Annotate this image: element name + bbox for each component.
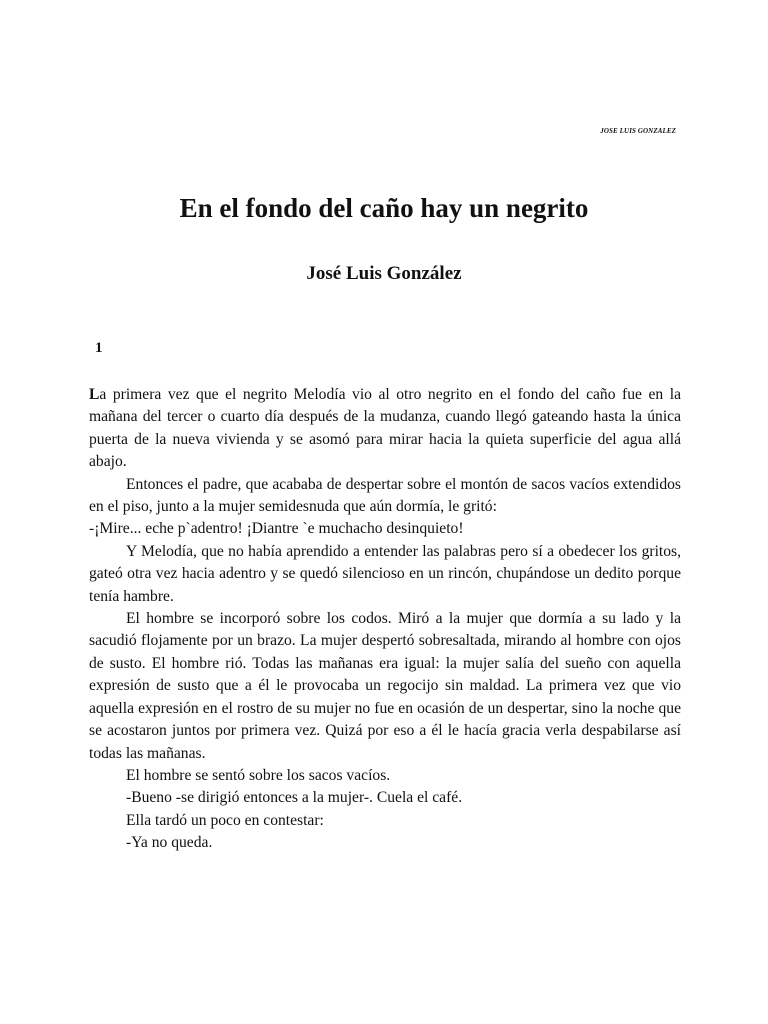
paragraph-8: Ella tardó un poco en contestar: [126, 811, 324, 829]
running-header: JOSE LUIS GONZALEZ [600, 127, 676, 135]
story-body [89, 384, 681, 855]
paragraph-5: El hombre se incorporó sobre los codos. Miró a la mujer que dormía a su lado y la sacudió flojamente por un brazo. La mujer despertó sobresaltada, mirando al hombre con ojos de susto. El hombre rió. Todas las mañanas era igual: la mujer salía del sueño con aquella expresión de susto que a él le provocaba un regocijo sin maldad. La primera vez que vio aquella expresión en el rostro de su mujer no fue en ocasión de un despertar, sino la noche que se acostaron juntos por primera vez. Quizá por eso a él le hacía gracia verla despabilarse así todas las mañanas. [89, 610, 681, 762]
paragraph-7-dialogue: -Bueno -se dirigió entonces a la mujer-. Cuela el café. [126, 789, 463, 807]
paragraph-4: Y Melodía, que no había aprendido a entender las palabras pero sí a obedecer los gritos, gateó otra vez hacia adentro y se quedó silencioso en un rincón, chupándose un dedito porque tenía hambre. [89, 542, 681, 605]
section-number: 1 [95, 340, 103, 356]
author-name: José Luis González [306, 263, 462, 284]
paragraph-1 [89, 384, 681, 474]
paragraph-6: El hombre se sentó sobre los sacos vacíos. [126, 766, 391, 784]
paragraph-9-dialogue: -Ya no queda. [126, 834, 213, 852]
paragraph-3-dialogue: -¡Mire... eche p`adentro! ¡Diantre `e muchacho desinquieto! [89, 520, 464, 538]
paragraph-1-text: a primera vez que el negrito Melodía vio al otro negrito en el fondo del caño fue en la mañana del tercer o cuarto día después de la mudanza, cuando llegó gateando hasta la única puerta de la nueva vivienda y se asomó para mirar hacia la quieta superficie del agua allá abajo. [89, 386, 681, 471]
story-title: En el fondo del caño hay un negrito [179, 193, 589, 223]
initial-letter: L [89, 386, 100, 403]
paragraph-2: Entonces el padre, que acababa de despertar sobre el montón de sacos vacíos extendidos en el piso, junto a la mujer semidesnuda que aún dormía, le gritó: [89, 475, 681, 516]
